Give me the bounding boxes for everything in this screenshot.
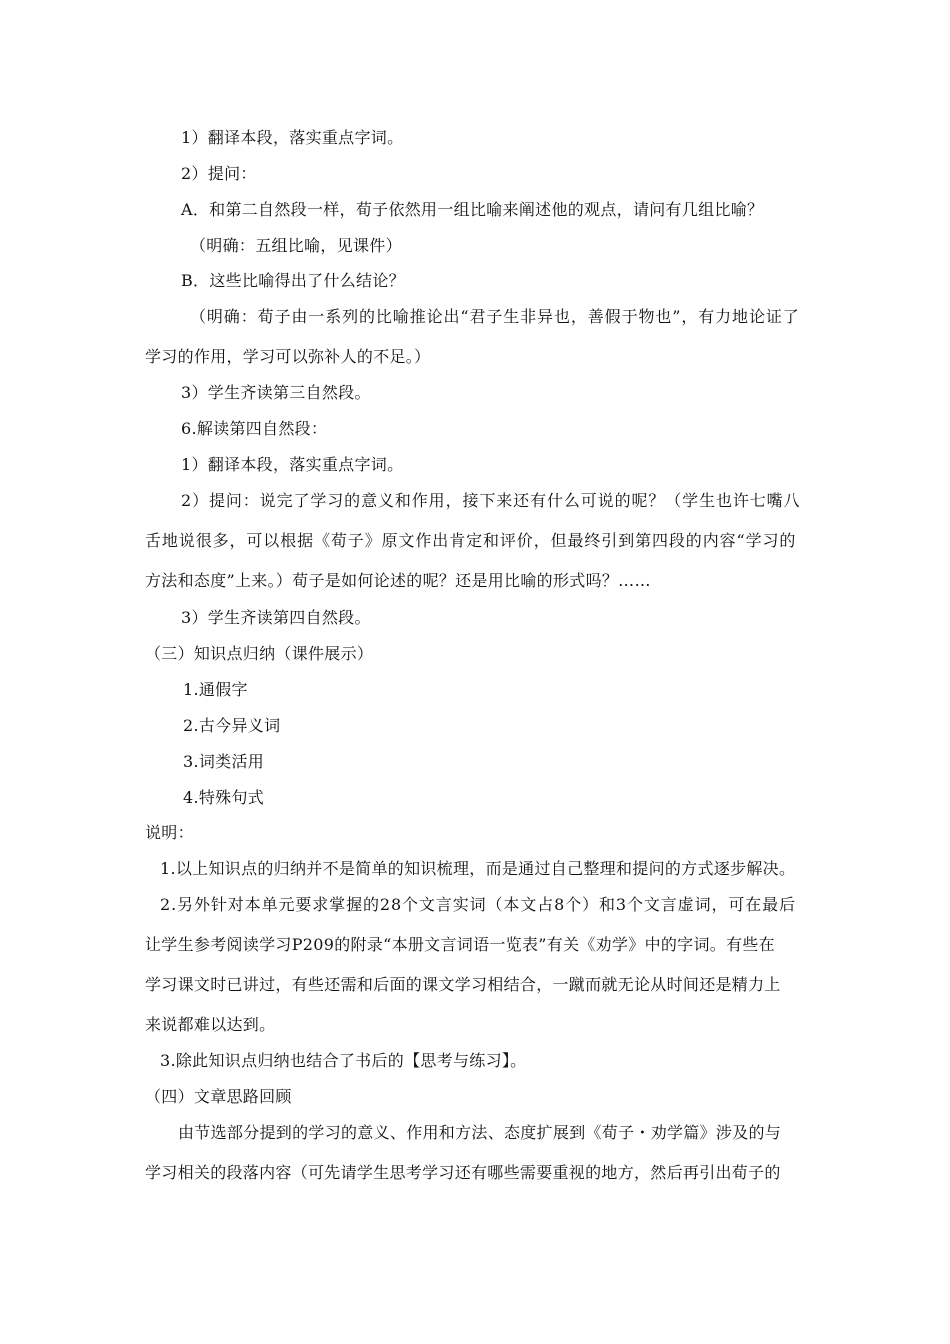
step-read-paragraph-4: 3）学生齐读第四自然段。: [181, 608, 371, 627]
knowledge-item-1: 1.通假字: [183, 680, 248, 699]
step-translate-paragraph-4: 1）翻译本段，落实重点字词。: [181, 455, 404, 474]
review-paragraph-line-2: 学习相关的段落内容（可先请学生思考学习还有哪些需要重视的地方，然后再引出荀子的: [145, 1163, 781, 1182]
question-a: A．和第二自然段一样，荀子依然用一组比喻来阐述他的观点，请问有几组比喻？: [181, 200, 764, 219]
section-review-heading: （四）文章思路回顾: [145, 1087, 292, 1106]
step-translate-paragraph-3: 1）翻译本段，落实重点字词。: [181, 128, 404, 147]
review-paragraph-line-1: 由节选部分提到的学习的意义、作用和方法、态度扩展到《荀子・劝学篇》涉及的与: [178, 1123, 782, 1142]
knowledge-item-4: 4.特殊句式: [183, 788, 265, 807]
knowledge-item-3: 3.词类活用: [183, 752, 265, 771]
question-paragraph-4-line-1: 2）提问：说完了学习的意义和作用，接下来还有什么可说的呢？（学生也许七嘴八: [181, 491, 801, 510]
question-paragraph-4-line-2: 舌地说很多，可以根据《荀子》原文作出肯定和评价，但最终引到第四段的内容“学习的: [145, 531, 797, 550]
note-2-line-4: 来说都难以达到。: [145, 1015, 276, 1034]
step-read-paragraph-3: 3）学生齐读第三自然段。: [181, 383, 371, 402]
notes-heading: 说明：: [145, 823, 194, 842]
question-b: B．这些比喻得出了什么结论？: [181, 271, 405, 290]
note-1: 1.以上知识点的归纳并不是简单的知识梳理，而是通过自己整理和提问的方式逐步解决。: [160, 859, 796, 878]
step-question-label-3: 2）提问：: [181, 164, 257, 183]
answer-b-line-1: （明确：荀子由一系列的比喻推论出“君子生非异也，善假于物也”，有力地论证了: [190, 307, 800, 326]
section-knowledge-summary-heading: （三）知识点归纳（课件展示）: [145, 644, 374, 663]
question-paragraph-4-line-3: 方法和态度”上来。）荀子是如何论述的呢？还是用比喻的形式吗？……: [145, 571, 651, 590]
note-3: 3.除此知识点归纳也结合了书后的【思考与练习】。: [160, 1051, 527, 1070]
section-paragraph-4-heading: 6.解读第四自然段：: [181, 419, 328, 438]
answer-b-line-2: 学习的作用，学习可以弥补人的不足。）: [145, 347, 431, 366]
knowledge-item-2: 2.古今异义词: [183, 716, 281, 735]
note-2-line-2: 让学生参考阅读学习P209的附录“本册文言词语一览表”有关《劝学》中的字词。有些在: [145, 935, 775, 954]
note-2-line-1: 2.另外针对本单元要求掌握的28个文言实词（本文占8个）和3个文言虚词，可在最后: [160, 895, 796, 914]
note-2-line-3: 学习课文时已讲过，有些还需和后面的课文学习相结合，一蹴而就无论从时间还是精力上: [145, 975, 781, 994]
answer-a: （明确：五组比喻，见课件）: [190, 236, 402, 255]
